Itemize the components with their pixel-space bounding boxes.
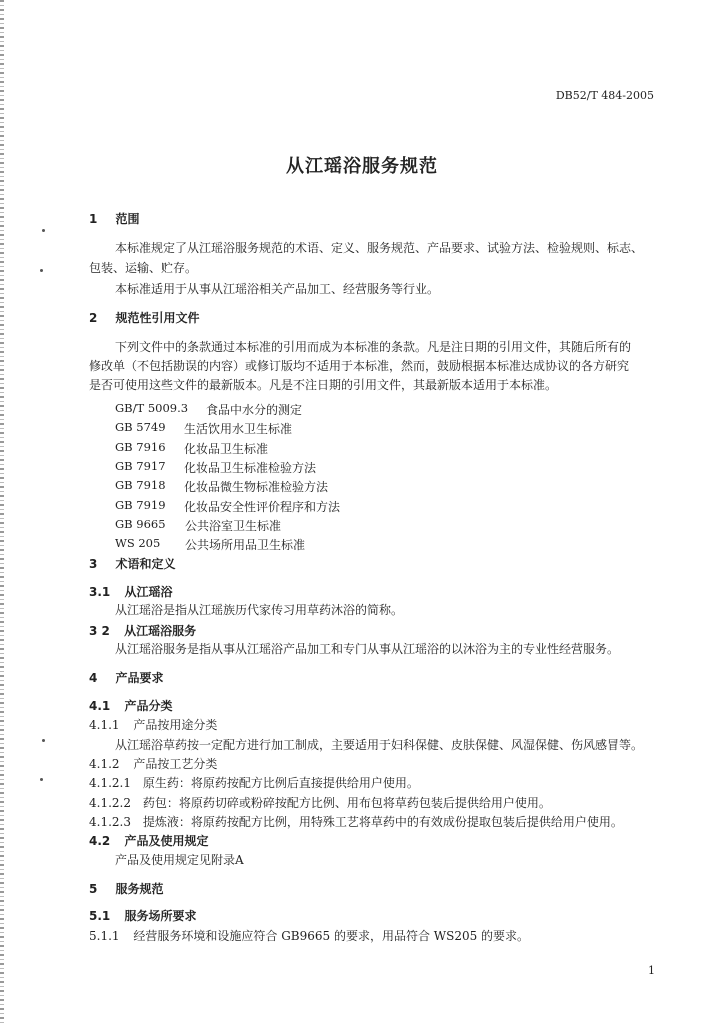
section-title: 服务规范: [115, 882, 164, 896]
subsection-4-2-heading: [89, 833, 208, 849]
standard-code: DB52/T 484-2005: [555, 89, 654, 102]
paragraph-line: 从江瑶浴是指从江瑶族历代家传习用草药沐浴的简称。: [115, 603, 404, 617]
clause-number: 4.1.2: [89, 757, 120, 771]
reference-code: GB 5749: [115, 420, 166, 434]
reference-code: GB/T 5009.3: [115, 401, 189, 415]
clause-number: 4.1.2.1: [89, 776, 131, 790]
reference-title: 化妆品卫生标准: [184, 442, 269, 456]
reference-title: 公共场所用品卫生标准: [185, 538, 306, 552]
scan-speck: [40, 269, 43, 272]
clause-number: 4.1.1: [89, 718, 120, 732]
section-5-heading: [89, 881, 164, 897]
clause-title: 产品按用途分类: [133, 718, 218, 732]
paragraph-line: 包装、运输、贮存。: [89, 261, 198, 275]
subsection-number: 4.1: [89, 699, 111, 713]
reference-title: 生活饮用水卫生标准: [184, 422, 293, 436]
subsection-title: 从江瑶浴服务: [124, 624, 197, 638]
paragraph-line: 产品及使用规定见附录A: [115, 853, 244, 867]
clause-number: 4.1.2.3: [89, 815, 131, 829]
reference-title: 公共浴室卫生标准: [185, 519, 282, 533]
reference-title: 化妆品卫生标准检验方法: [184, 461, 317, 475]
subsection-3-2-heading: [89, 623, 196, 639]
subsection-number: 5.1: [89, 909, 111, 923]
section-3-heading: [89, 556, 176, 572]
clause-number: 5.1.1: [89, 929, 120, 943]
clause-text: 经营服务环境和设施应符合 GB9665 的要求，用品符合 WS205 的要求。: [133, 929, 530, 943]
paragraph-line: 从江瑶浴服务是指从事从江瑶浴产品加工和专门从事从江瑶浴的以沐浴为主的专业性经营服务。: [115, 642, 620, 656]
subsection-title: 从江瑶浴: [124, 585, 173, 599]
section-title: 范围: [115, 212, 140, 226]
reference-code: GB 7919: [115, 498, 166, 512]
clause-4-1-2-1: [89, 775, 419, 791]
section-number: 3: [89, 557, 98, 571]
clause-text: 原生药：将原药按配方比例后直接提供给用户使用。: [142, 776, 419, 790]
reference-code: GB 7916: [115, 440, 166, 454]
paragraph-line: 下列文件中的条款通过本标准的引用而成为本标准的条款。凡是注日期的引用文件，其随后所有的: [115, 340, 632, 354]
scan-speck: [42, 739, 45, 742]
subsection-title: 服务场所要求: [124, 909, 197, 923]
reference-title: 食品中水分的测定: [206, 403, 303, 417]
reference-code: GB 7918: [115, 478, 166, 492]
paragraph-line: 本标准规定了从江瑶浴服务规范的术语、定义、服务规范、产品要求、试验方法、检验规则、标志、: [115, 241, 644, 255]
section-2-heading: [89, 310, 200, 326]
reference-title: 化妆品安全性评价程序和方法: [184, 500, 341, 514]
clause-4-1-2: [89, 756, 217, 772]
scan-speck: [40, 778, 43, 781]
section-number: 4: [89, 671, 98, 685]
paragraph-line: 本标准适用于从事从江瑶浴相关产品加工、经营服务等行业。: [115, 282, 440, 296]
subsection-5-1-heading: [89, 908, 196, 924]
clause-4-1-2-2: [89, 795, 551, 811]
section-title: 规范性引用文件: [115, 311, 200, 325]
section-title: 产品要求: [115, 671, 164, 685]
clause-text: 提炼液：将原药按配方比例，用特殊工艺将草药中的有效成份提取包装后提供给用户使用。: [142, 815, 623, 829]
subsection-4-1-heading: [89, 698, 172, 714]
subsection-number: 4.2: [89, 834, 111, 848]
section-number: 1: [89, 212, 98, 226]
clause-5-1-1: [89, 928, 529, 944]
reference-title: 化妆品微生物标准检验方法: [184, 480, 329, 494]
clause-4-1-2-3: [89, 814, 623, 830]
section-title: 术语和定义: [115, 557, 176, 571]
section-4-heading: [89, 670, 164, 686]
subsection-title: 产品及使用规定: [124, 834, 209, 848]
paragraph-line: 修改单（不包括勘误的内容）或修订版均不适用于本标准，然而，鼓励根据本标准达成协议的各方研究: [89, 359, 630, 373]
section-number: 2: [89, 311, 98, 325]
clause-number: 4.1.2.2: [89, 796, 131, 810]
subsection-3-1-heading: [89, 584, 172, 600]
clause-text: 药包：将原药切碎或粉碎按配方比例、用布包将草药包装后提供给用户使用。: [142, 796, 551, 810]
section-1-heading: [89, 211, 140, 227]
subsection-number: 3 2: [89, 624, 110, 638]
section-number: 5: [89, 882, 98, 896]
clause-4-1-1: [89, 717, 217, 733]
page-number: 1: [648, 964, 655, 977]
reference-code: GB 9665: [115, 517, 166, 531]
reference-code: WS 205: [115, 536, 161, 550]
paragraph-line: 是否可使用这些文件的最新版本。凡是不注日期的引用文件，其最新版本适用于本标准。: [89, 378, 558, 392]
clause-title: 产品按工艺分类: [133, 757, 218, 771]
reference-code: GB 7917: [115, 459, 166, 473]
scan-speck: [42, 229, 45, 232]
paragraph-line: 从江瑶浴草药按一定配方进行加工制成，主要适用于妇科保健、皮肤保健、风湿保健、伤风感冒等。: [115, 738, 644, 752]
document-title: 从江瑶浴服务规范: [286, 156, 438, 177]
subsection-title: 产品分类: [124, 699, 173, 713]
subsection-number: 3.1: [89, 585, 111, 599]
